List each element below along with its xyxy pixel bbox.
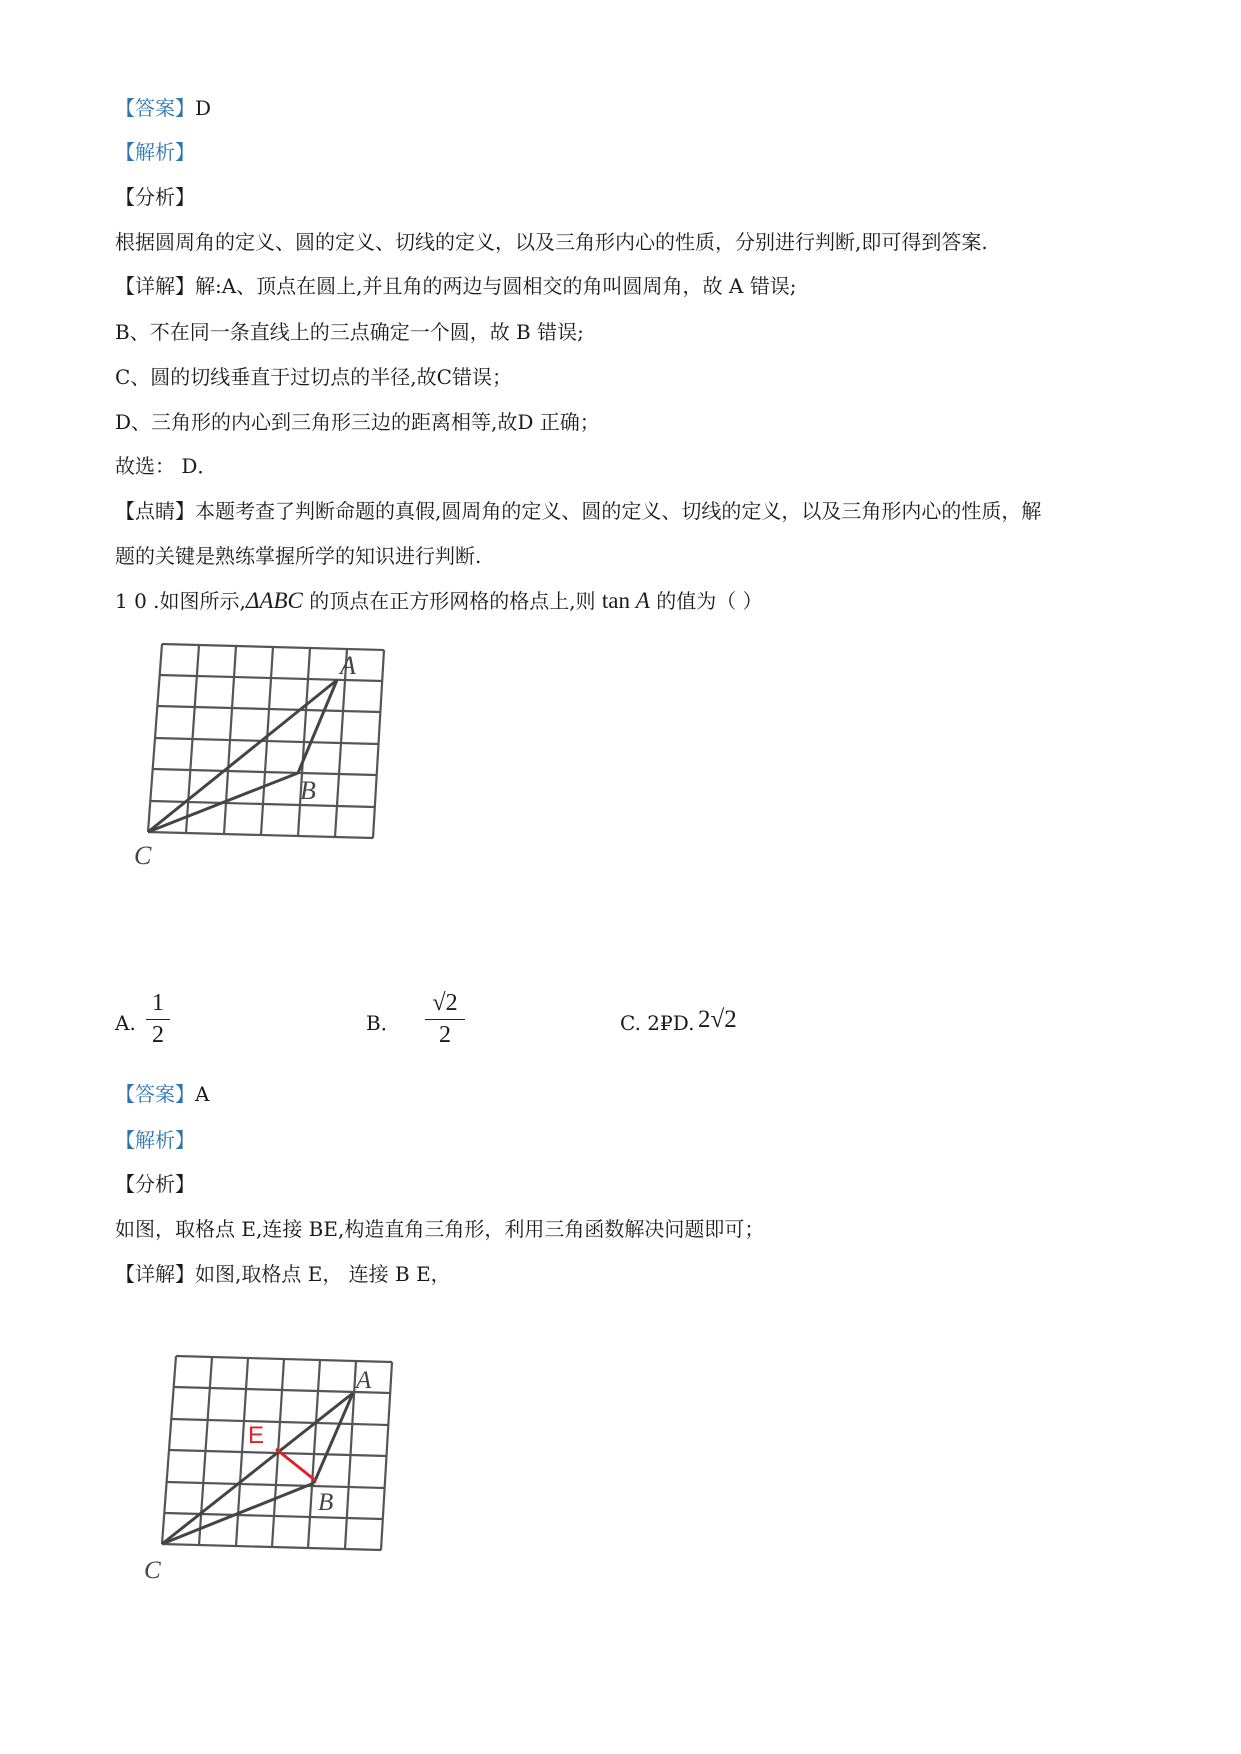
analysis-tag: 【解析】 [115,140,195,164]
option-a-label: A. [115,1011,136,1035]
tan-function: tan [601,588,636,613]
stem-mid: 的顶点在正方形网格的格点上,则 [302,589,602,613]
vertex-label-b: B [318,1489,334,1516]
vertex-label-c: C [134,841,152,870]
detail-line-q10 [115,1260,451,1288]
fraction-bar [425,1019,465,1020]
question-10-stem [115,587,763,615]
answer-line-q9 [115,94,211,122]
option-b-denominator: 2 [439,1022,451,1048]
comment-line-1 [115,497,1041,525]
grid-figure-abce [140,1346,430,1592]
option-d-value: 2√2 [698,1006,737,1033]
detail-line-1 [115,272,796,300]
fenxi-tag: 【分析】 [115,185,195,209]
option-a-numerator: 1 [152,990,164,1016]
option-a-denominator: 2 [152,1022,164,1048]
option-b-numerator: √2 [432,990,458,1016]
fraction-bar [146,1019,170,1020]
fenxi-text: 根据圆周角的定义、圆的定义、切线的定义，以及三角形内心的性质，分别进行判断,即可得到答案. [115,230,988,254]
answer-tag: 【答案】 [115,96,195,120]
comment-tag: 【点睛】 [115,499,195,523]
stem-prefix: 1 0 .如图所示, [115,589,246,613]
point-label-e: E [248,1422,265,1449]
analysis-tag: 【解析】 [115,1128,195,1152]
answer-value: A [195,1082,210,1106]
vertex-label-c: C [144,1557,161,1584]
option-b-label: B． [366,1011,401,1035]
option-a-fraction [146,990,170,1049]
triangle-abc: ΔABC [245,588,303,613]
detail-text-1: 解:A、顶点在圆上,并且角的两边与圆相交的角叫圆周角，故 A 错误; [195,274,797,298]
option-cd-label: C. 2₽D. [620,1011,695,1035]
detail-text-5: 故选： D． [115,454,218,478]
triangle-abc-lines [148,680,337,832]
detail-text: 如图,取格点 E， 连接 B E， [195,1262,451,1286]
option-b-fraction [425,990,465,1049]
comment-text-2: 题的关键是熟练掌握所学的知识进行判断. [115,544,482,568]
answer-value: D [195,96,212,120]
vertex-label-a: A [356,1367,372,1394]
fenxi-text: 如图，取格点 E,连接 BE,构造直角三角形，利用三角函数解决问题即可； [115,1217,765,1241]
detail-tag: 【详解】 [115,1262,195,1286]
detail-text-4: D、三角形的内心到三角形三边的距离相等,故D 正确； [115,410,600,434]
vertex-label-b: B [300,776,316,805]
triangle-abc-lines [162,1393,353,1544]
answer-tag: 【答案】 [115,1082,195,1106]
comment-text-1: 本题考查了判断命题的真假,圆周角的定义、圆的定义、切线的定义，以及三角形内心的性质，解 [195,499,1042,523]
vertex-label-a: A [340,651,356,680]
detail-text-2: B、不在同一条直线上的三点确定一个圆，故 B 错误; [115,320,584,344]
side-ca [162,1393,353,1544]
detail-tag: 【详解】 [115,274,195,298]
detail-text-3: C、圆的切线垂直于过切点的半径,故C错误； [115,365,512,389]
grid-figure-abc [134,636,430,882]
fenxi-tag: 【分析】 [115,1172,195,1196]
side-ab [314,1393,353,1483]
stem-suffix: 的值为（ ） [649,589,763,613]
side-ca [148,680,337,832]
answer-line-q10 [115,1080,209,1108]
angle-a: A [635,588,650,613]
